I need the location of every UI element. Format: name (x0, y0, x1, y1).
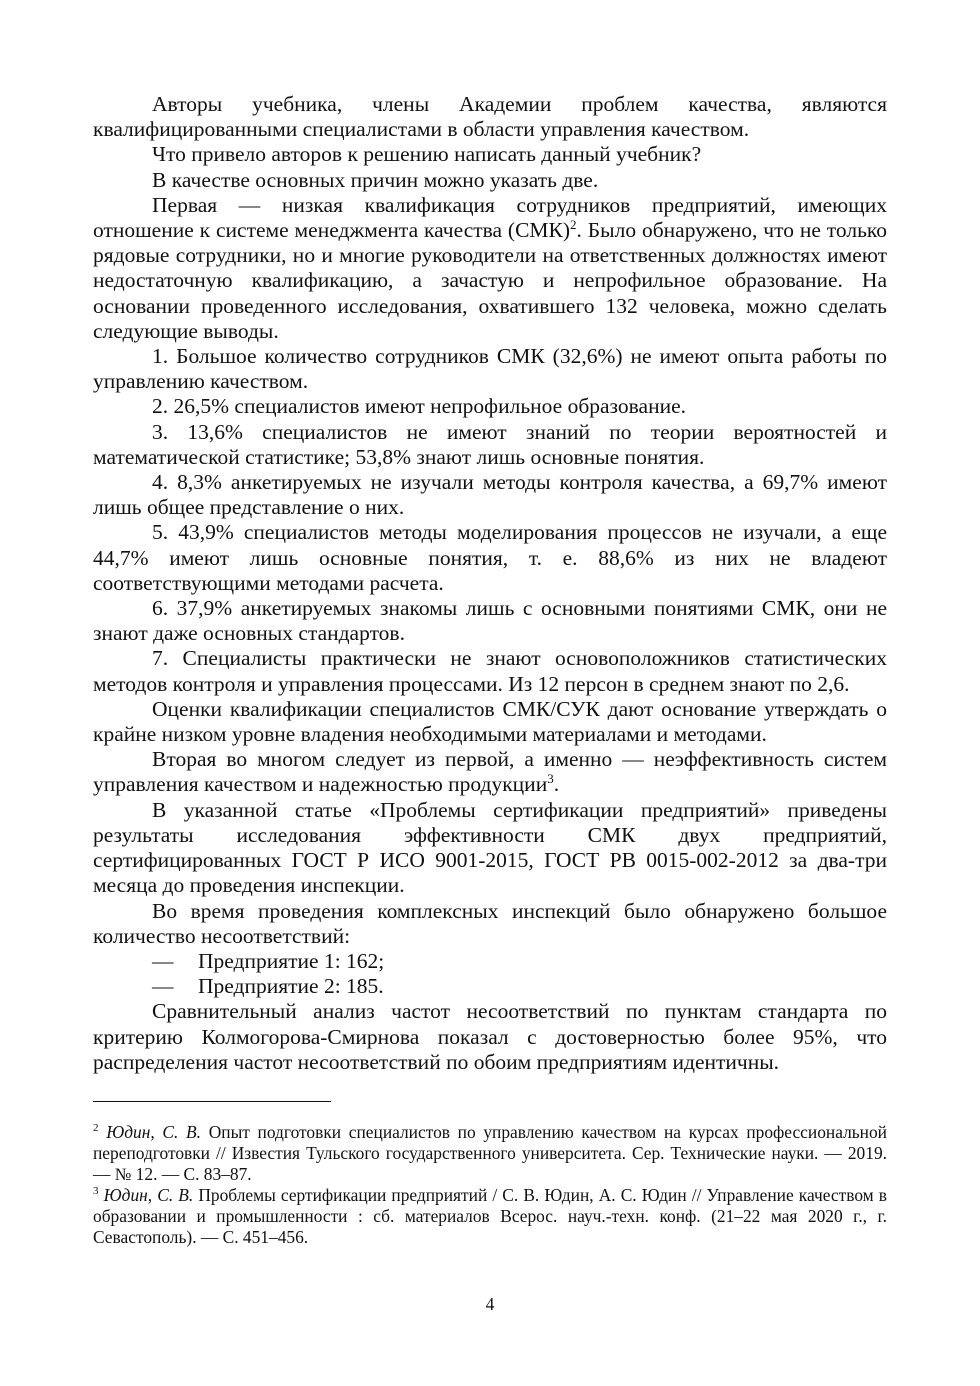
paragraph (93, 193, 887, 344)
paragraph: Во время проведения комплексных инспекций было обнаружено большое количество несоответствий: (93, 898, 887, 948)
dash-item-text: Предприятие 2: 185. (198, 974, 384, 999)
document-page (93, 92, 887, 1248)
numbered-item: 5. 43,9% специалистов методы моделирования процессов не изучали, а еще 44,7% имеют лишь основные понятия, т. е. 88,6% из них не владеют соответствующими методами расчета. (93, 520, 887, 595)
dash-item-text: Предприятие 1: 162; (198, 948, 385, 973)
numbered-item: 1. Большое количество сотрудников СМК (32,6%) не имеют опыта работы по управлению качеством. (93, 344, 887, 394)
footnote-author: Юдин, С. В. (106, 1121, 202, 1142)
footnote-author: Юдин, С. В. (103, 1184, 194, 1205)
footnote-number: 3 (93, 1185, 99, 1198)
paragraph: Сравнительный анализ частот несоответствий по пунктам стандарта по критерию Колмогорова-Смирнова показал с достоверностью более 95%, что распределения частот несоответствий по обоим предприятиям идентичны. (93, 999, 887, 1074)
paragraph: Что привело авторов к решению написать данный учебник? (152, 142, 702, 167)
numbered-item: 3. 13,6% специалистов не имеют знаний по теории вероятностей и математической статистике; 53,8% знают лишь основные понятия. (93, 419, 887, 469)
footnote (93, 1122, 887, 1185)
dash-list-item (93, 974, 887, 999)
paragraph-text: Первая — низкая квалификация сотрудников предприятий, имеющих отношение к системе менеджмента качества (СМК) (93, 192, 887, 243)
footnote-separator (93, 1101, 331, 1102)
dash-bullet: — (152, 948, 174, 973)
footnote-number: 2 (93, 1122, 99, 1135)
footnote-ref[interactable]: 3 (547, 771, 554, 787)
dash-bullet: — (152, 974, 174, 999)
footnotes (93, 1122, 887, 1248)
numbered-item: 7. Специалисты практически не знают основоположников статистических методов контроля и управления процессами. Из 12 персон в среднем знают по 2,6. (93, 646, 887, 696)
paragraph: Авторы учебника, члены Академии проблем качества, являются квалифицированными специалистами в области управления качеством. (93, 92, 887, 142)
paragraph-text: . Было обнаружено, что не только рядовые сотрудники, но и многие руководители на ответственных должностях имеют недостаточную квалификацию, а зачастую и непрофильное образование. На основании проведенного исследования, охватившего 132 человека, можно сделать следующие выводы. (93, 218, 887, 343)
numbered-item: 4. 8,3% анкетируемых не изучали методы контроля качества, а 69,7% имеют лишь общее представление о них. (93, 470, 887, 520)
paragraph: В указанной статье «Проблемы сертификации предприятий» приведены результаты исследования эффективности СМК двух предприятий, сертифицированных ГОСТ Р ИСО 9001-2015, ГОСТ РВ 0015-002-2012 за два-три месяца до проведения инспекции. (93, 797, 887, 898)
paragraph-text: . (553, 772, 560, 797)
numbered-item: 6. 37,9% анкетируемых знакомы лишь с основными понятиями СМК, они не знают даже основных стандартов. (93, 596, 887, 646)
footnote-ref[interactable]: 2 (570, 216, 577, 232)
paragraph: В качестве основных причин можно указать две. (152, 167, 599, 192)
footnote-text: Опыт подготовки специалистов по управлению качеством на курсах профессиональной переподготовки // Известия Тульского государственного университета. Сер. Технические науки. — 2019. — № 12. — С. 83–87. (93, 1121, 887, 1184)
footnote (93, 1185, 887, 1248)
paragraph (93, 747, 887, 797)
dash-list-item (93, 949, 887, 974)
paragraph: Оценки квалификации специалистов СМК/СУК дают основание утверждать о крайне низком уровне владения необходимыми материалами и методами. (93, 696, 887, 747)
footnote-text: Проблемы сертификации предприятий / С. В. Юдин, А. С. Юдин // Управление качеством в образовании и промышленности : сб. материалов Всерос. науч.-техн. конф. (21–22 мая 2020 г., г. Севастополь). — С. 451–456. (93, 1184, 887, 1247)
numbered-item: 2. 26,5% специалистов имеют непрофильное образование. (152, 394, 687, 419)
paragraph-text: Вторая во многом следует из первой, а именно — неэффективность систем управления качеством и надежностью продукции (93, 747, 887, 797)
body-text (93, 92, 887, 1075)
page-number: 4 (485, 1294, 495, 1314)
